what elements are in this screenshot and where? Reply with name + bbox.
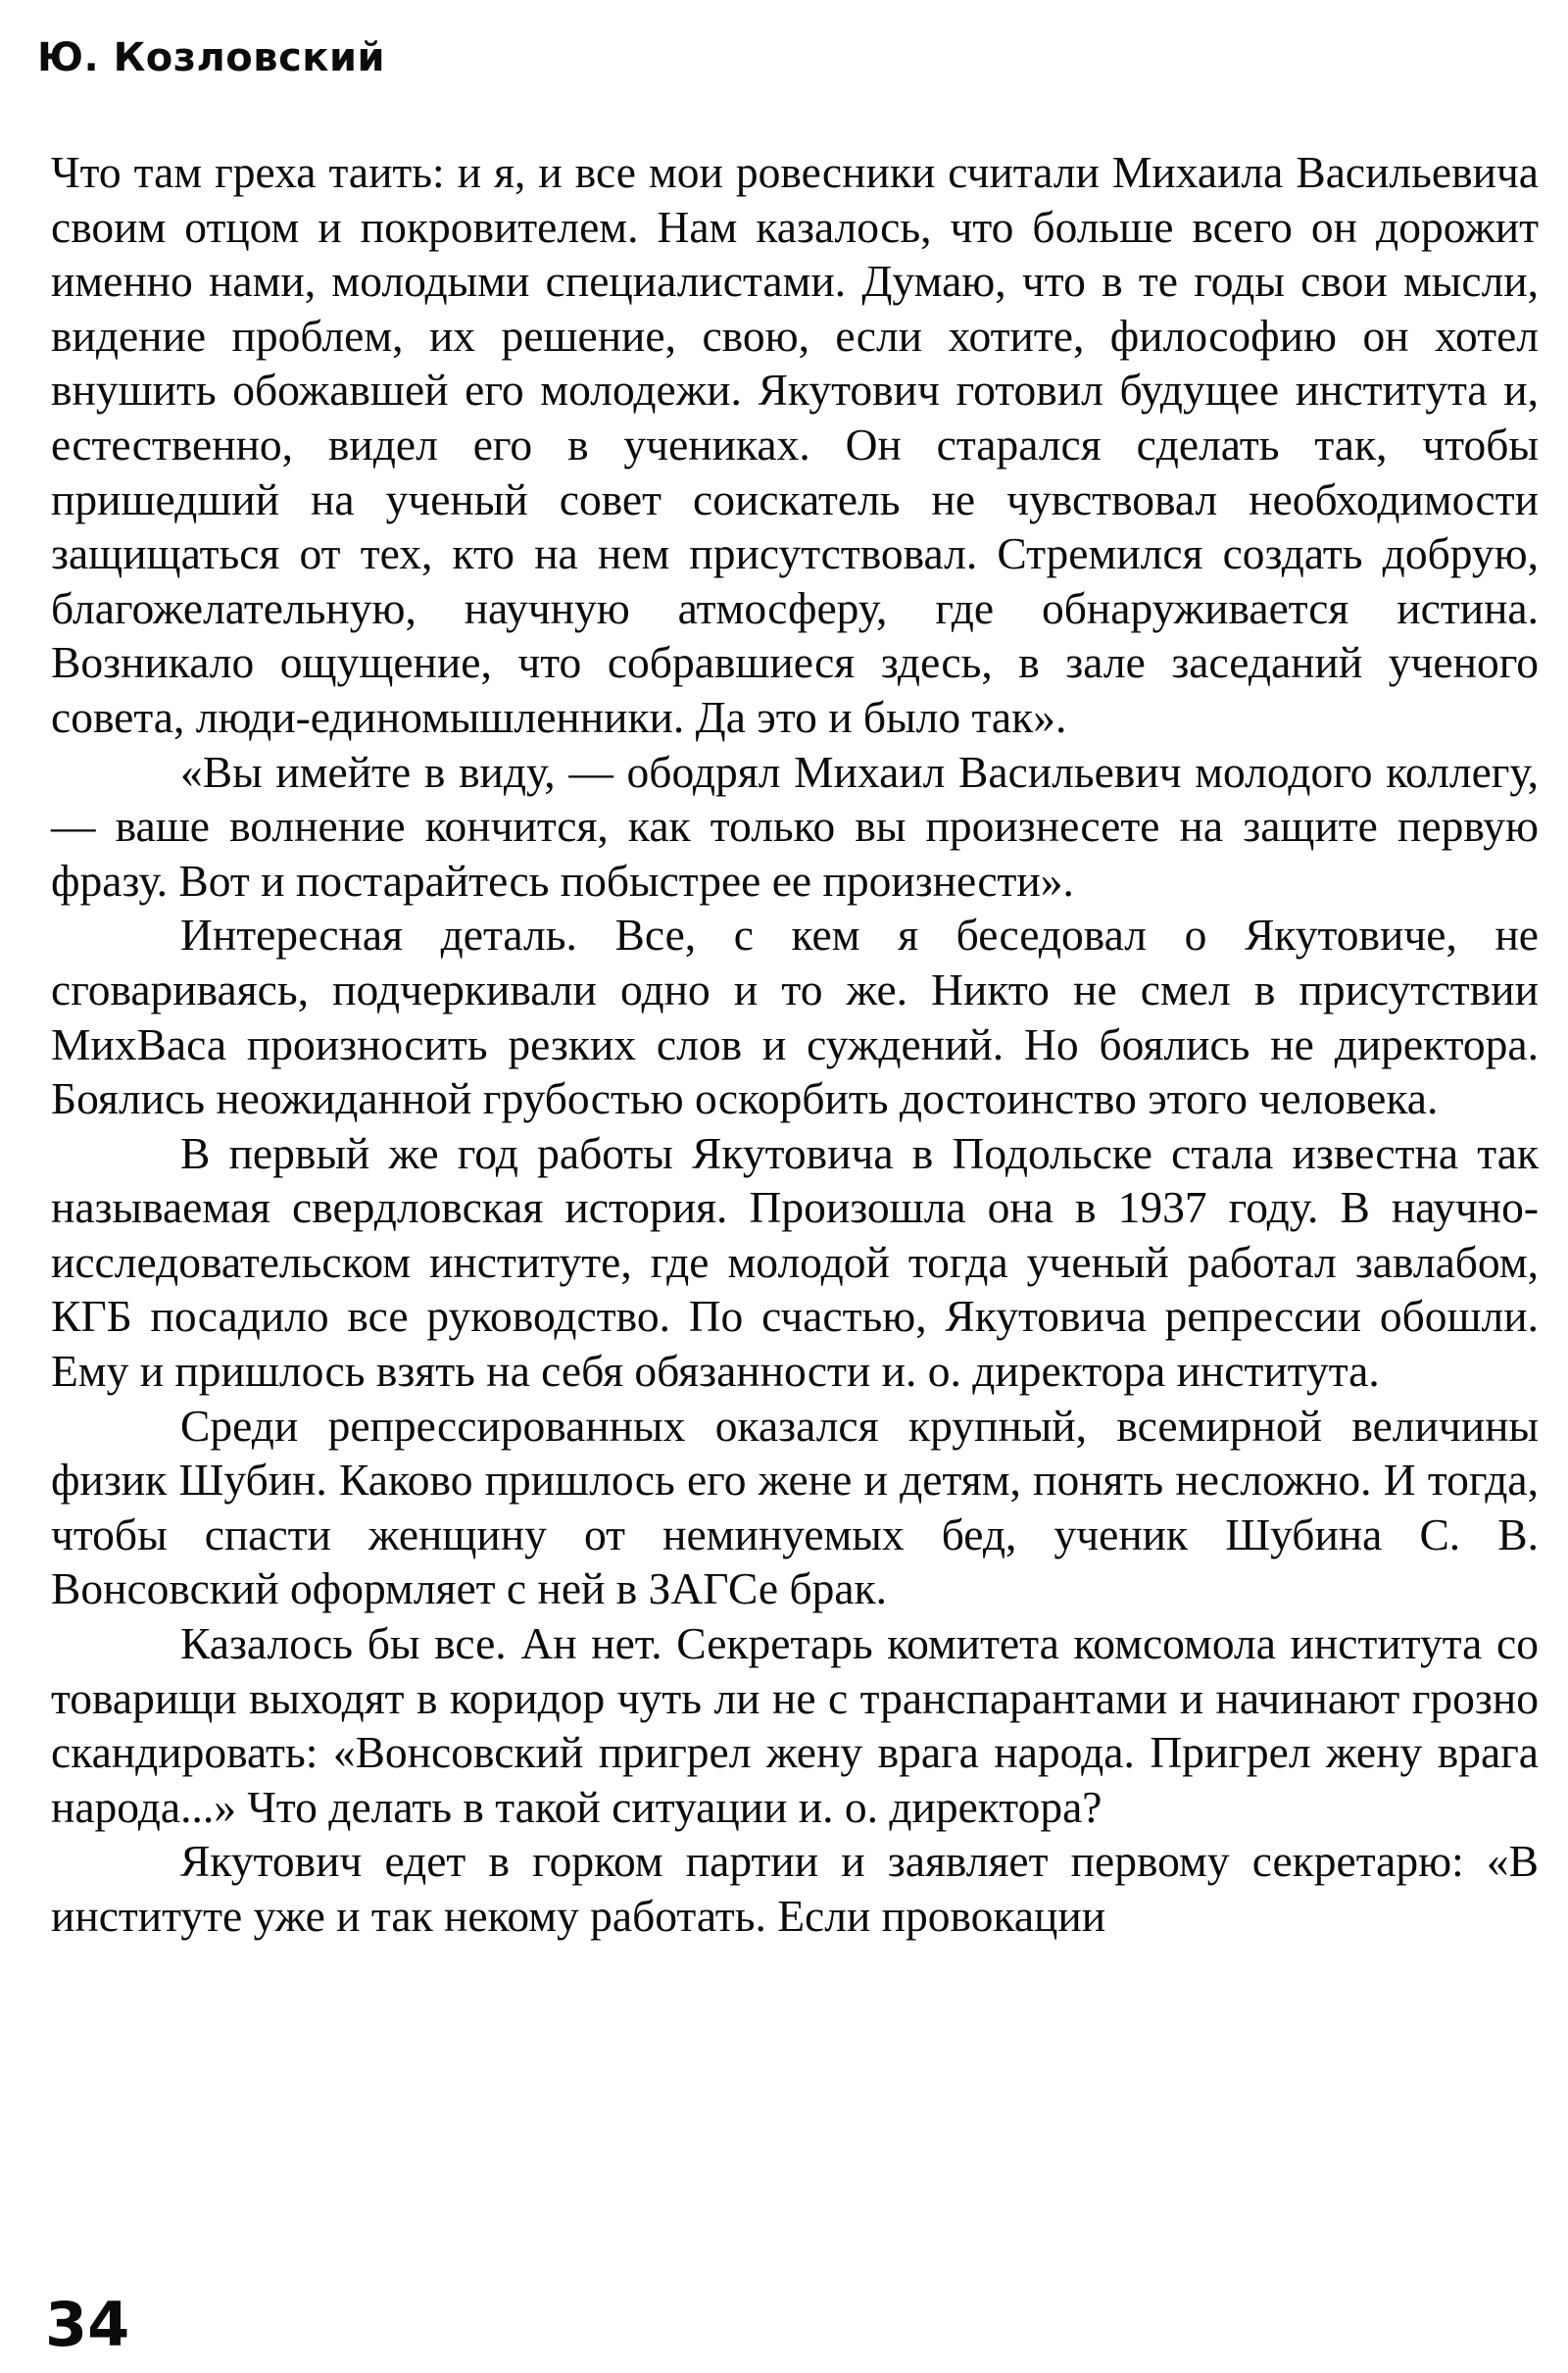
paragraph-7: Якутович едет в горком партии и заявляет первому секретарю: «В институте уже и так некому работать. Если провокации: [51, 1836, 1539, 1941]
paragraph-3: Интересная деталь. Все, с кем я беседовал о Якутовиче, не сговариваясь, подчеркивали одно и то же. Никто не смел в присутствии МихВаса произносить резких слов и суждений. Но боялись не директора. Боялись неожиданной грубостью оскорбить достоинство этого человека.: [51, 910, 1539, 1124]
paragraph-5: Среди репрессированных оказался крупный, всемирной величины физик Шубин. Каково пришлось его жене и детям, понять несложно. И тогда, чтобы спасти женщину от неминуемых бед, ученик Шубина С. В. Вонсовский оформляет с ней в ЗАГСе брак.: [51, 1400, 1539, 1614]
page-number: 34: [45, 2289, 130, 2360]
paragraph-6: Казалось бы все. Ан нет. Секретарь комитета комсомола института со товарищи выходят в коридор чуть ли не с транспарантами и начинают грозно скандировать: «Вонсовский пригрел жену врага народа. Пригрел жену врага народа...» Что делать в такой ситуации и. о. директора?: [51, 1618, 1539, 1832]
body-text: [51, 145, 1539, 1944]
running-head-author: Ю. Козловский: [37, 35, 385, 80]
paragraph-1: Что там греха таить: и я, и все мои ровесники считали Михаила Васильевича своим отцом и покровителем. Нам казалось, что больше всего он дорожит именно нами, молодыми специалистами. Думаю, что в те годы свои мысли, видение проблем, их решение, свою, если хотите, философию он хотел внушить обожавшей его молодежи. Якутович готовил будущее института и, естественно, видел его в учениках. Он старался сделать так, чтобы пришедший на ученый совет соискатель не чувствовал необходимости защищаться от тех, кто на нем присутствовал. Стремился создать добрую, благожелательную, научную атмосферу, где обнаруживается истина. Возникало ощущение, что собравшиеся здесь, в зале заседаний ученого совета, люди-единомышленники. Да это и было так».: [51, 147, 1539, 742]
paragraph-2: «Вы имейте в виду, — ободрял Михаил Васильевич молодого коллегу, — ваше волнение кончится, как только вы произнесете на защите первую фразу. Вот и постарайтесь побыстрее ее произнести».: [51, 746, 1539, 906]
paragraph-4: В первый же год работы Якутовича в Подольске стала известна так называемая свердловская история. Произошла она в 1937 году. В научно-исследовательском институте, где молодой тогда ученый работал завлабом, КГБ посадило все руководство. По счастью, Якутовича репрессии обошли. Ему и пришлось взять на себя обязанности и. о. директора института.: [51, 1127, 1539, 1397]
